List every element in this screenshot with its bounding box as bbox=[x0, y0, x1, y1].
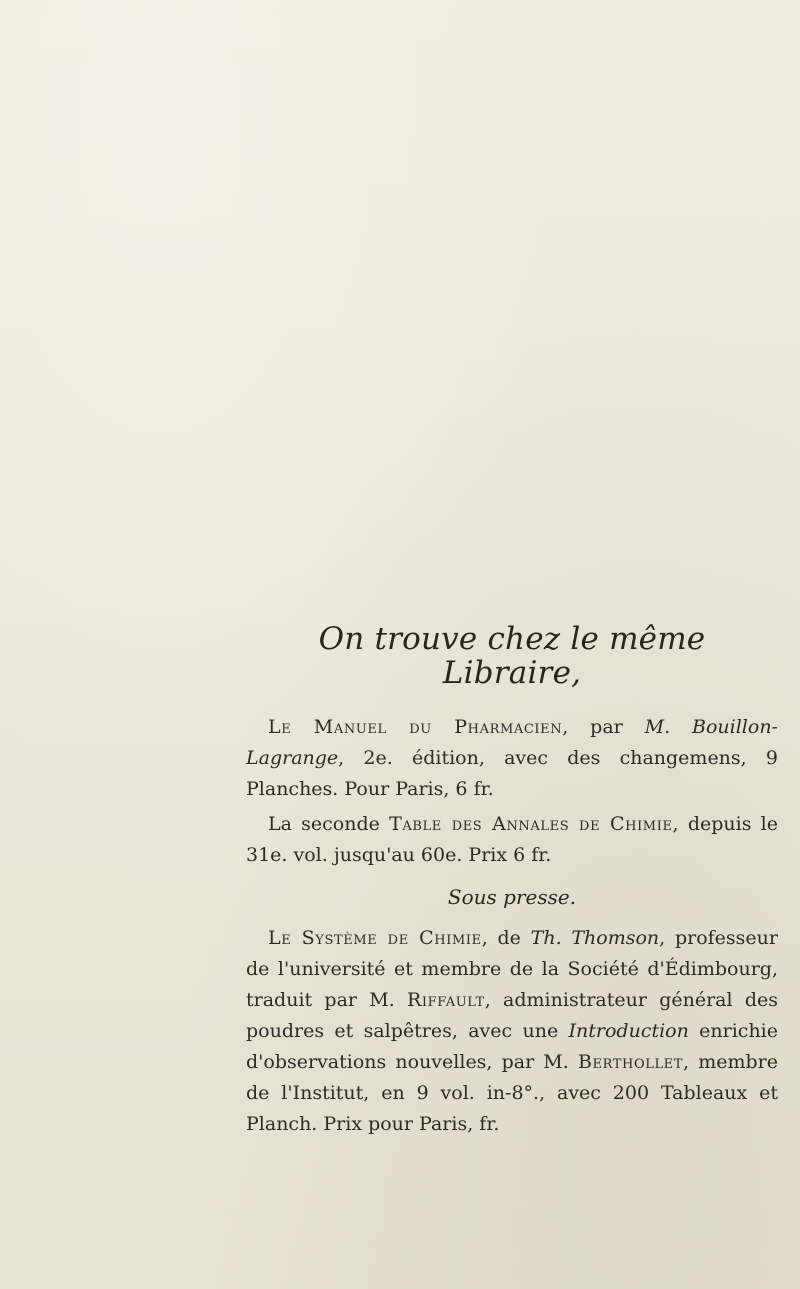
book-details: , 2e. édition, avec des changemens, 9 Planches. Pour Paris, 6 fr. bbox=[246, 747, 778, 801]
separator-text: , de bbox=[481, 927, 531, 950]
page-heading: On trouve chez le même Libraire, bbox=[318, 621, 706, 692]
introduction-title: Introduction bbox=[568, 1020, 689, 1043]
section-subheading: Sous presse. bbox=[447, 885, 577, 910]
book-entry-manuel bbox=[246, 712, 778, 805]
contributor-name: Berthollet bbox=[577, 1051, 684, 1074]
book-author: Th. Thomson bbox=[530, 927, 660, 950]
entry-prefix: La seconde bbox=[268, 813, 390, 836]
book-author: M. Bouillon-Lagrange bbox=[246, 716, 778, 770]
book-details: , membre de l'Institut, en 9 vol. in-8°., avec 200 Tableaux et Planch. Prix pour Paris, fr. bbox=[246, 1051, 778, 1136]
book-description: , professeur de l'université et membre de la Société d'Édimbourg, traduit par M. bbox=[246, 927, 778, 1012]
book-title: Le Système de Chimie bbox=[268, 927, 482, 950]
book-title: Table des Annales de Chimie bbox=[389, 813, 673, 836]
book-list bbox=[246, 622, 778, 1140]
book-entry-table bbox=[246, 809, 778, 871]
book-details: , depuis le 31e. vol. jusqu'au 60e. Prix 6 fr. bbox=[246, 813, 778, 867]
book-description-more: enrichie d'observations nouvelles, par M. bbox=[246, 1020, 778, 1074]
book-description-continued: , administrateur général des poudres et salpêtres, avec une bbox=[246, 989, 778, 1043]
translator-name: Riffault bbox=[407, 989, 485, 1012]
book-title: Le Manuel du Pharmacien bbox=[268, 716, 563, 739]
book-entry-systeme bbox=[246, 923, 778, 1140]
separator-text: , par bbox=[562, 716, 645, 739]
